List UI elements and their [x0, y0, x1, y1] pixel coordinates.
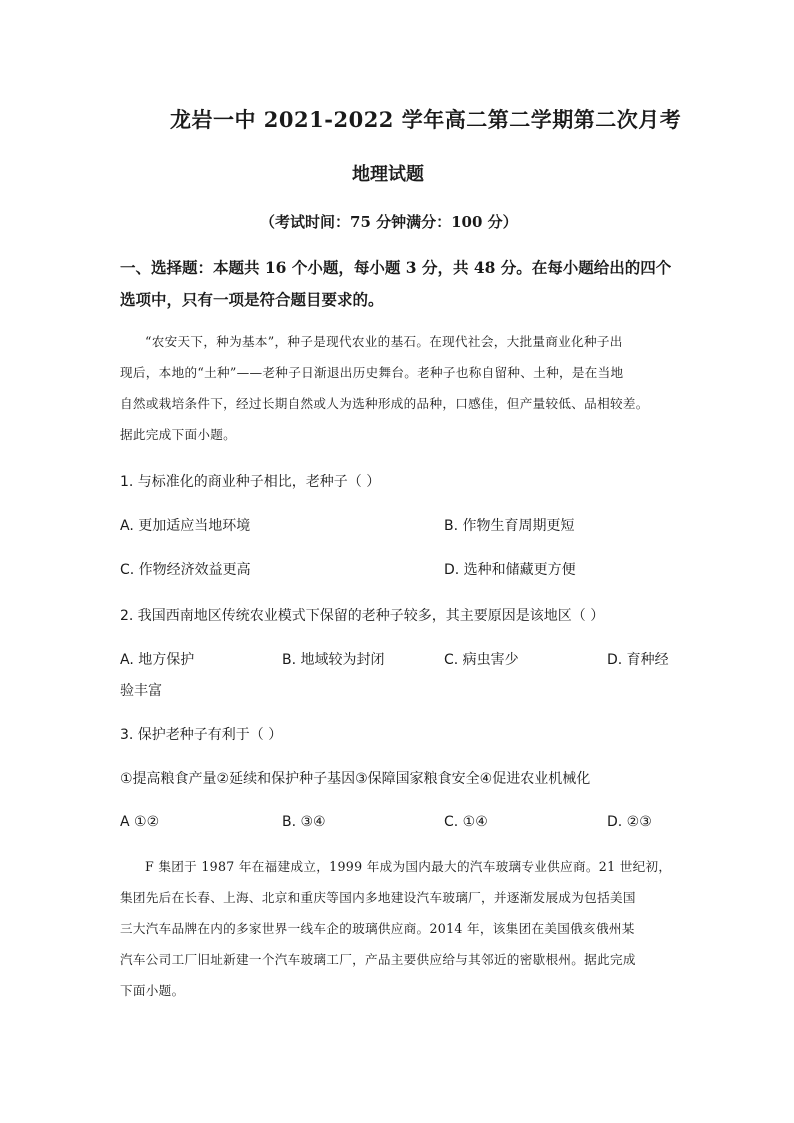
passage2-line: 集团先后在长春、上海、北京和重庆等国内多地建设汽车玻璃厂，并逐渐发展成为包括美国 [120, 890, 636, 905]
question-2-option-c: C. 病虫害少 [444, 652, 519, 668]
passage2-line: 下面小题。 [120, 983, 185, 998]
question-3-option-c: C. ①④ [444, 814, 488, 830]
question-2-option-a: A. 地方保护 [120, 652, 195, 668]
question-3-statement: ①提高粮食产量②延续和保护种子基因③保障国家粮食安全④促进农业机械化 [120, 771, 591, 787]
passage1-line: 据此完成下面小题。 [120, 427, 237, 442]
question-2-option-d: D. 育种经 [607, 652, 669, 668]
passage2-line: 汽车公司工厂旧址新建一个汽车玻璃工厂，产品主要供应给与其邻近的密歇根州。据此完成 [120, 952, 636, 967]
question-3-option-b: B. ③④ [282, 814, 326, 830]
question-3-option-a: A ①② [120, 814, 160, 830]
exam-subtitle: 地理试题 [352, 164, 424, 185]
question-2-option-d-wrap: 验丰富 [120, 683, 162, 699]
section-heading-line2: 选项中，只有一项是符合题目要求的。 [120, 290, 384, 309]
exam-time-info: （考试时间：75 分钟满分：100 分） [260, 213, 518, 231]
question-2-option-b: B. 地域较为封闭 [282, 652, 385, 668]
question-1-option-b: B. 作物生育周期更短 [444, 518, 575, 534]
question-2-stem: 2. 我国西南地区传统农业模式下保留的老种子较多，其主要原因是该地区（ ） [120, 608, 605, 624]
passage2-line: F 集团于 1987 年在福建成立，1999 年成为国内最大的汽车玻璃专业供应商。21 世纪初， [145, 859, 672, 874]
question-1-stem: 1. 与标准化的商业种子相比，老种子（ ） [120, 474, 381, 490]
section-heading-line1: 一、选择题：本题共 16 个小题，每小题 3 分，共 48 分。在每小题给出的四个 [120, 258, 672, 277]
passage1-line: 现后，本地的“土种”——老种子日渐退出历史舞台。老种子也称自留种、土种，是在当地 [120, 365, 624, 380]
question-1-option-a: A. 更加适应当地环境 [120, 518, 251, 534]
question-3-option-d: D. ②③ [607, 814, 652, 830]
passage2-line: 三大汽车品牌在内的多家世界一线车企的玻璃供应商。2014 年，该集团在美国俄亥俄州某 [120, 921, 635, 936]
question-1-option-c: C. 作物经济效益更高 [120, 562, 251, 578]
exam-title: 龙岩一中 2021-2022 学年高二第二学期第二次月考 [170, 107, 682, 132]
passage1-line: 自然或栽培条件下，经过长期自然或人为选种形成的品种，口感佳，但产量较低、品相较差。 [120, 396, 649, 411]
question-3-stem: 3. 保护老种子有利于（ ） [120, 727, 283, 743]
passage1-line: “农安天下，种为基本”，种子是现代农业的基石。在现代社会，大批量商业化种子出 [145, 334, 623, 349]
question-1-option-d: D. 选种和储藏更方便 [444, 562, 576, 578]
